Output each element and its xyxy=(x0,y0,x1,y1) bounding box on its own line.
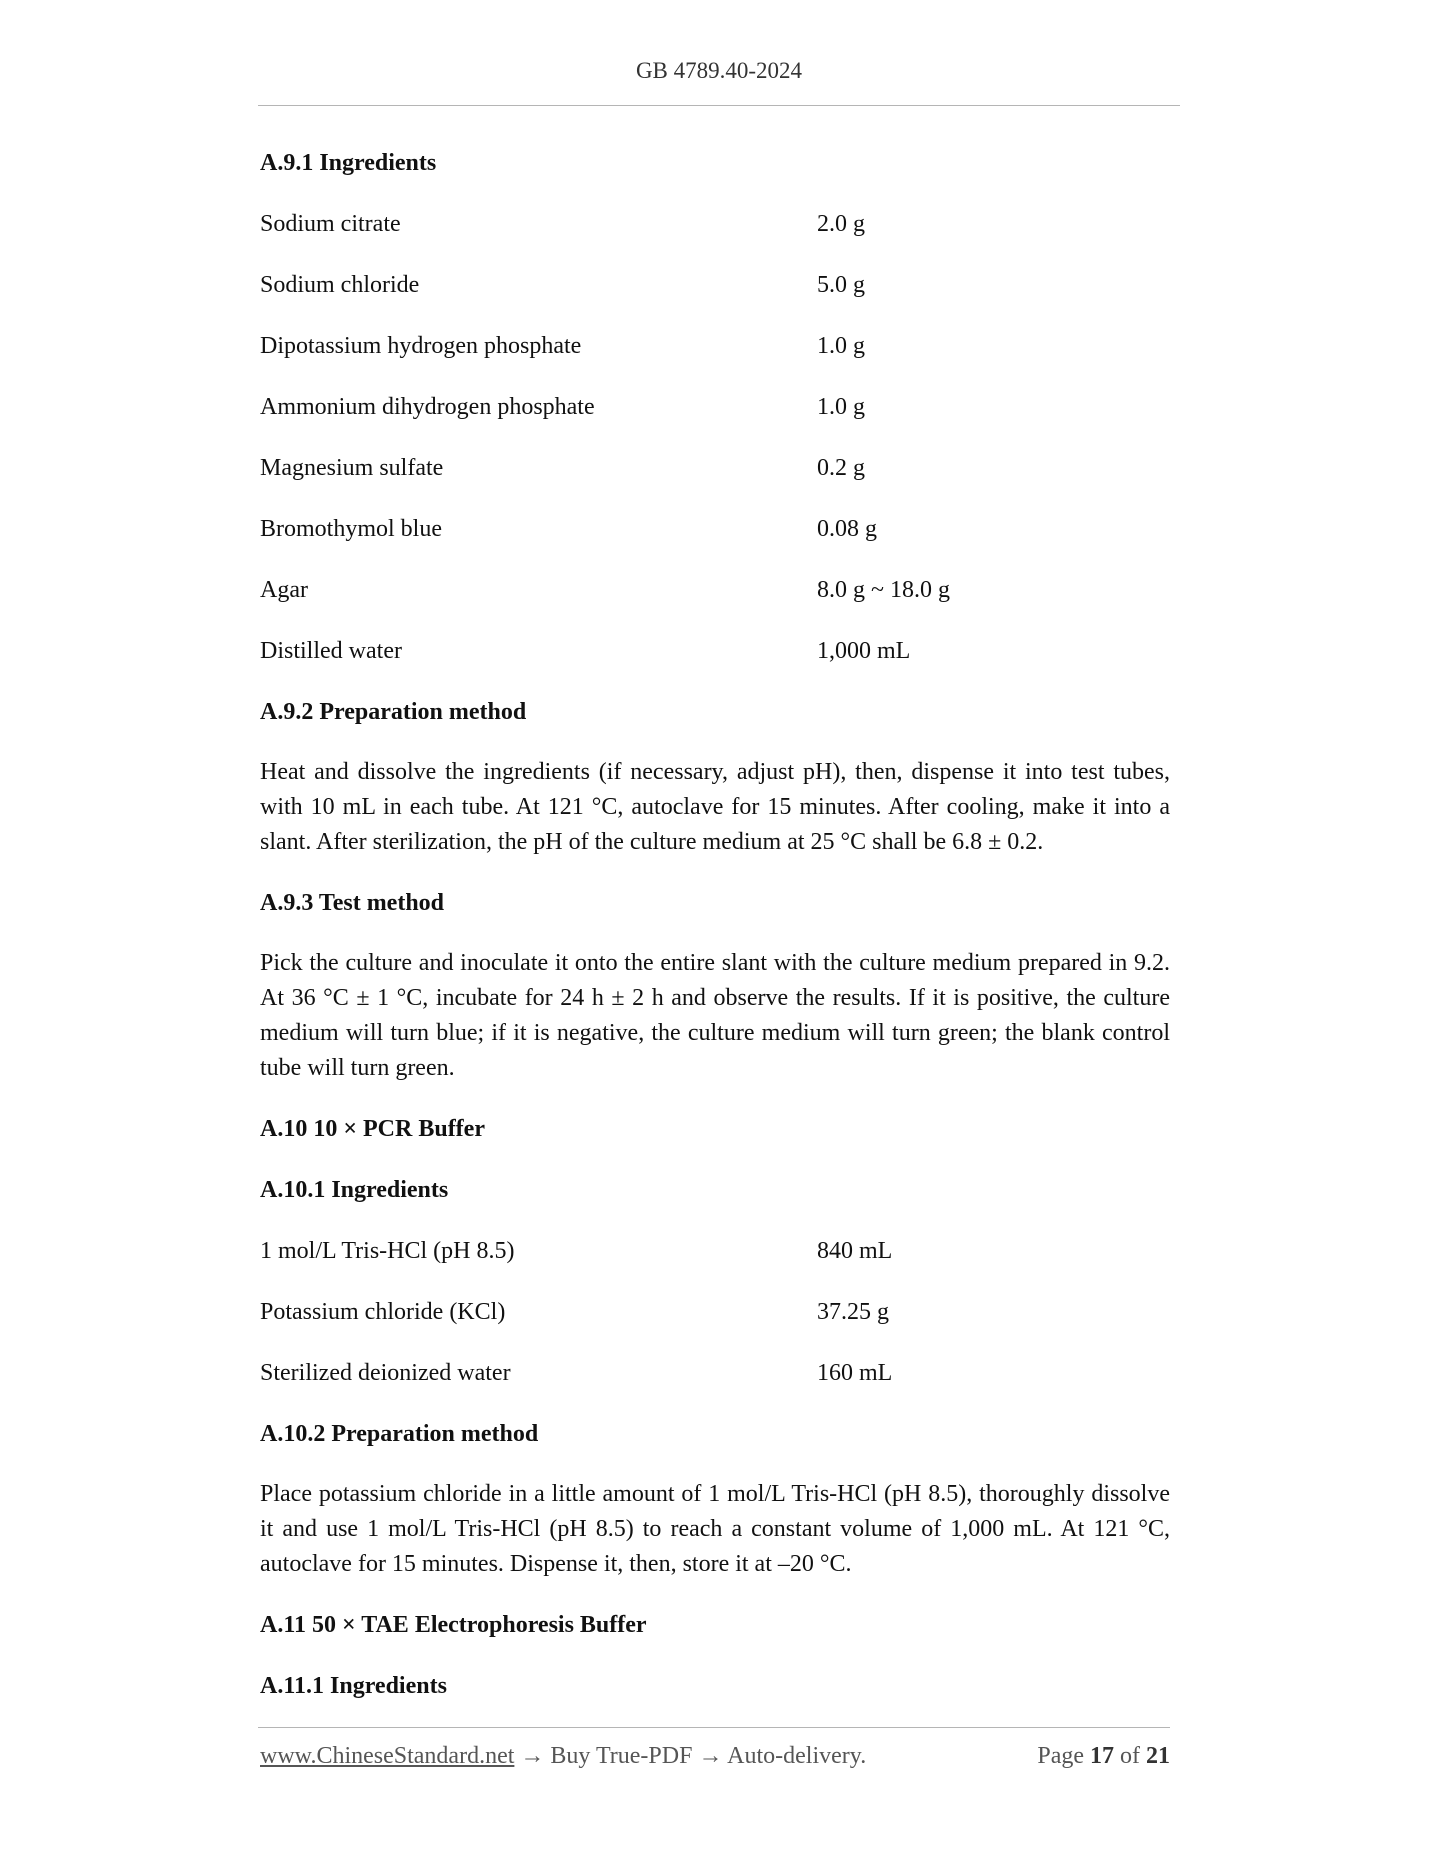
ingredient-name: Sodium citrate xyxy=(260,211,401,237)
footer-divider xyxy=(258,1727,1170,1728)
ingredient-name: Potassium chloride (KCl) xyxy=(260,1299,506,1325)
ingredient-amount: 160 mL xyxy=(817,1360,893,1386)
ingredient-amount: 1.0 g xyxy=(817,394,865,420)
ingredient-amount: 2.0 g xyxy=(817,211,865,237)
ingredient-amount: 1,000 mL xyxy=(817,638,911,664)
page-total: 21 xyxy=(1146,1743,1170,1769)
page-current: 17 xyxy=(1090,1743,1114,1769)
ingredient-amount: 840 mL xyxy=(817,1238,893,1264)
ingredient-name: Agar xyxy=(260,577,308,603)
buy-text: Buy True-PDF xyxy=(550,1743,693,1769)
section-heading-a93: A.9.3 Test method xyxy=(260,890,445,916)
section-heading-a92: A.9.2 Preparation method xyxy=(260,699,527,725)
ingredient-amount: 0.08 g xyxy=(817,516,877,542)
section-heading-a11: A.11 50 × TAE Electrophoresis Buffer xyxy=(260,1612,647,1638)
ingredient-amount: 37.25 g xyxy=(817,1299,889,1325)
website-link[interactable]: www.ChineseStandard.net xyxy=(260,1743,515,1769)
ingredient-amount: 5.0 g xyxy=(817,272,865,298)
footer-promo xyxy=(260,1743,866,1770)
ingredient-name: Sodium chloride xyxy=(260,272,420,298)
section-heading-a91: A.9.1 Ingredients xyxy=(260,150,437,176)
delivery-text: Auto-delivery. xyxy=(727,1743,867,1769)
header-divider xyxy=(258,105,1180,106)
ingredient-amount: 8.0 g ~ 18.0 g xyxy=(817,577,950,603)
ingredient-amount: 0.2 g xyxy=(817,455,865,481)
section-heading-a10: A.10 10 × PCR Buffer xyxy=(260,1116,485,1142)
ingredient-amount: 1.0 g xyxy=(817,333,865,359)
ingredient-name: Ammonium dihydrogen phosphate xyxy=(260,394,595,420)
arrow-right-icon: → xyxy=(698,1743,723,1769)
section-heading-a101: A.10.1 Ingredients xyxy=(260,1177,449,1203)
page-number xyxy=(1037,1743,1170,1770)
preparation-paragraph: Place potassium chloride in a little amount of 1 mol/L Tris-HCl (pH 8.5), thoroughly dissolve it and use 1 mol/L Tris-HCl (pH 8.5) to reach a constant volume of 1,000 mL. At 121 °C, autoclave for 15 minutes. Dispense it, then, store it at –20 °C. xyxy=(260,1481,1170,1577)
page-header-title: GB 4789.40-2024 xyxy=(635,58,803,83)
page-label: Page xyxy=(1037,1743,1084,1769)
ingredient-name: Distilled water xyxy=(260,638,402,664)
preparation-paragraph: Heat and dissolve the ingredients (if necessary, adjust pH), then, dispense it into test tubes, with 10 mL in each tube. At 121 °C, autoclave for 15 minutes. After cooling, make it into a slant. After sterilization, the pH of the culture medium at 25 °C shall be 6.8 ± 0.2. xyxy=(260,759,1170,855)
of-label: of xyxy=(1120,1743,1140,1769)
section-heading-a102: A.10.2 Preparation method xyxy=(260,1421,539,1447)
ingredient-name: Dipotassium hydrogen phosphate xyxy=(260,333,582,359)
ingredient-name: 1 mol/L Tris-HCl (pH 8.5) xyxy=(260,1238,515,1264)
ingredient-name: Magnesium sulfate xyxy=(260,455,444,481)
test-method-paragraph: Pick the culture and inoculate it onto the entire slant with the culture medium prepared in 9.2. At 36 °C ± 1 °C, incubate for 24 h ± 2 h and observe the results. If it is positive, the culture medium will turn blue; if it is negative, the culture medium will turn green; the blank control tube will turn green. xyxy=(260,950,1170,1081)
ingredient-name: Sterilized deionized water xyxy=(260,1360,511,1386)
ingredient-name: Bromothymol blue xyxy=(260,516,442,542)
section-heading-a111: A.11.1 Ingredients xyxy=(260,1673,447,1699)
arrow-right-icon: → xyxy=(520,1743,545,1769)
